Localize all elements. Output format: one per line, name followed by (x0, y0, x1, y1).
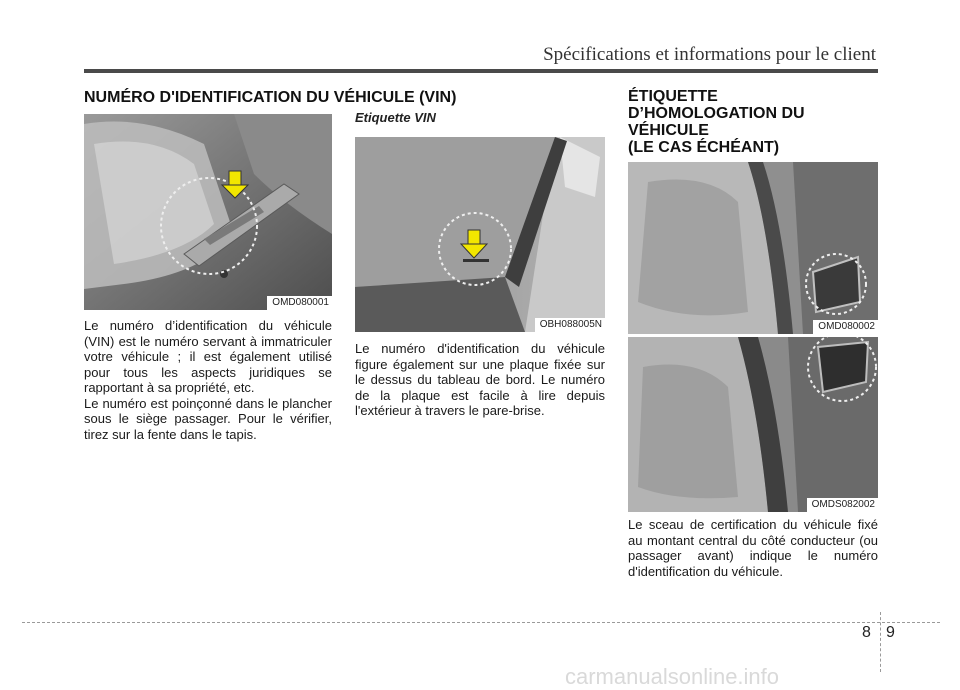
pillar-label-photo-2 (628, 337, 878, 512)
pillar-label-photo-1 (628, 162, 878, 334)
watermark: carmanualsonline.info (565, 664, 780, 689)
chapter-number: 8 (862, 624, 871, 641)
footer-page-divider (880, 612, 881, 672)
running-header: Spécifications et informations pour le client (543, 44, 876, 65)
title-line: ÉTIQUETTE (628, 88, 718, 105)
vin-section-title: NUMÉRO D'IDENTIFICATION DU VÉHICULE (VIN) (84, 89, 457, 106)
title-line: VÉHICULE (628, 122, 709, 139)
footer-dashed-rule (22, 622, 940, 623)
vin-floor-photo (84, 114, 332, 310)
photo-caption: OBH088005N (535, 318, 605, 332)
paragraph: Le numéro est poinçonné dans le plancher sous le siège passager. Pour le vérifier, tirez sur la fente dans le tapis. (84, 395, 332, 442)
certification-description: Le sceau de certification du véhicule fixé au montant central du côté conducteur (ou passager avant) indique le numéro d'identification du véhicule. (628, 517, 878, 579)
title-line: D’HOMOLOGATION DU (628, 105, 805, 122)
certification-label-title (628, 88, 878, 156)
vin-floor-description (84, 318, 332, 442)
photo-caption: OMDS082002 (807, 498, 878, 512)
photo-caption: OMD080001 (267, 296, 332, 310)
title-line: (LE CAS ÉCHÉANT) (628, 139, 780, 156)
photo-caption: OMD080002 (813, 320, 878, 334)
header-rule (84, 69, 878, 73)
page-number: 9 (886, 624, 895, 641)
vin-windshield-description: Le numéro d'identification du véhicule figure également sur une plaque fixée sur le dessus du tableau de bord. Le numéro de la plaque est facile à lire depuis l'extérieur à travers le pare-brise. (355, 341, 605, 418)
vin-windshield-photo (355, 137, 605, 332)
paragraph: Le numéro d’identification du véhicule (VIN) est le numéro servant à immatriculer votre véhicule ; il est également utilisé pour tous les aspects juridiques se rapportant à sa propriété, etc. (84, 318, 332, 395)
vin-label-subhead: Etiquette VIN (355, 110, 436, 125)
